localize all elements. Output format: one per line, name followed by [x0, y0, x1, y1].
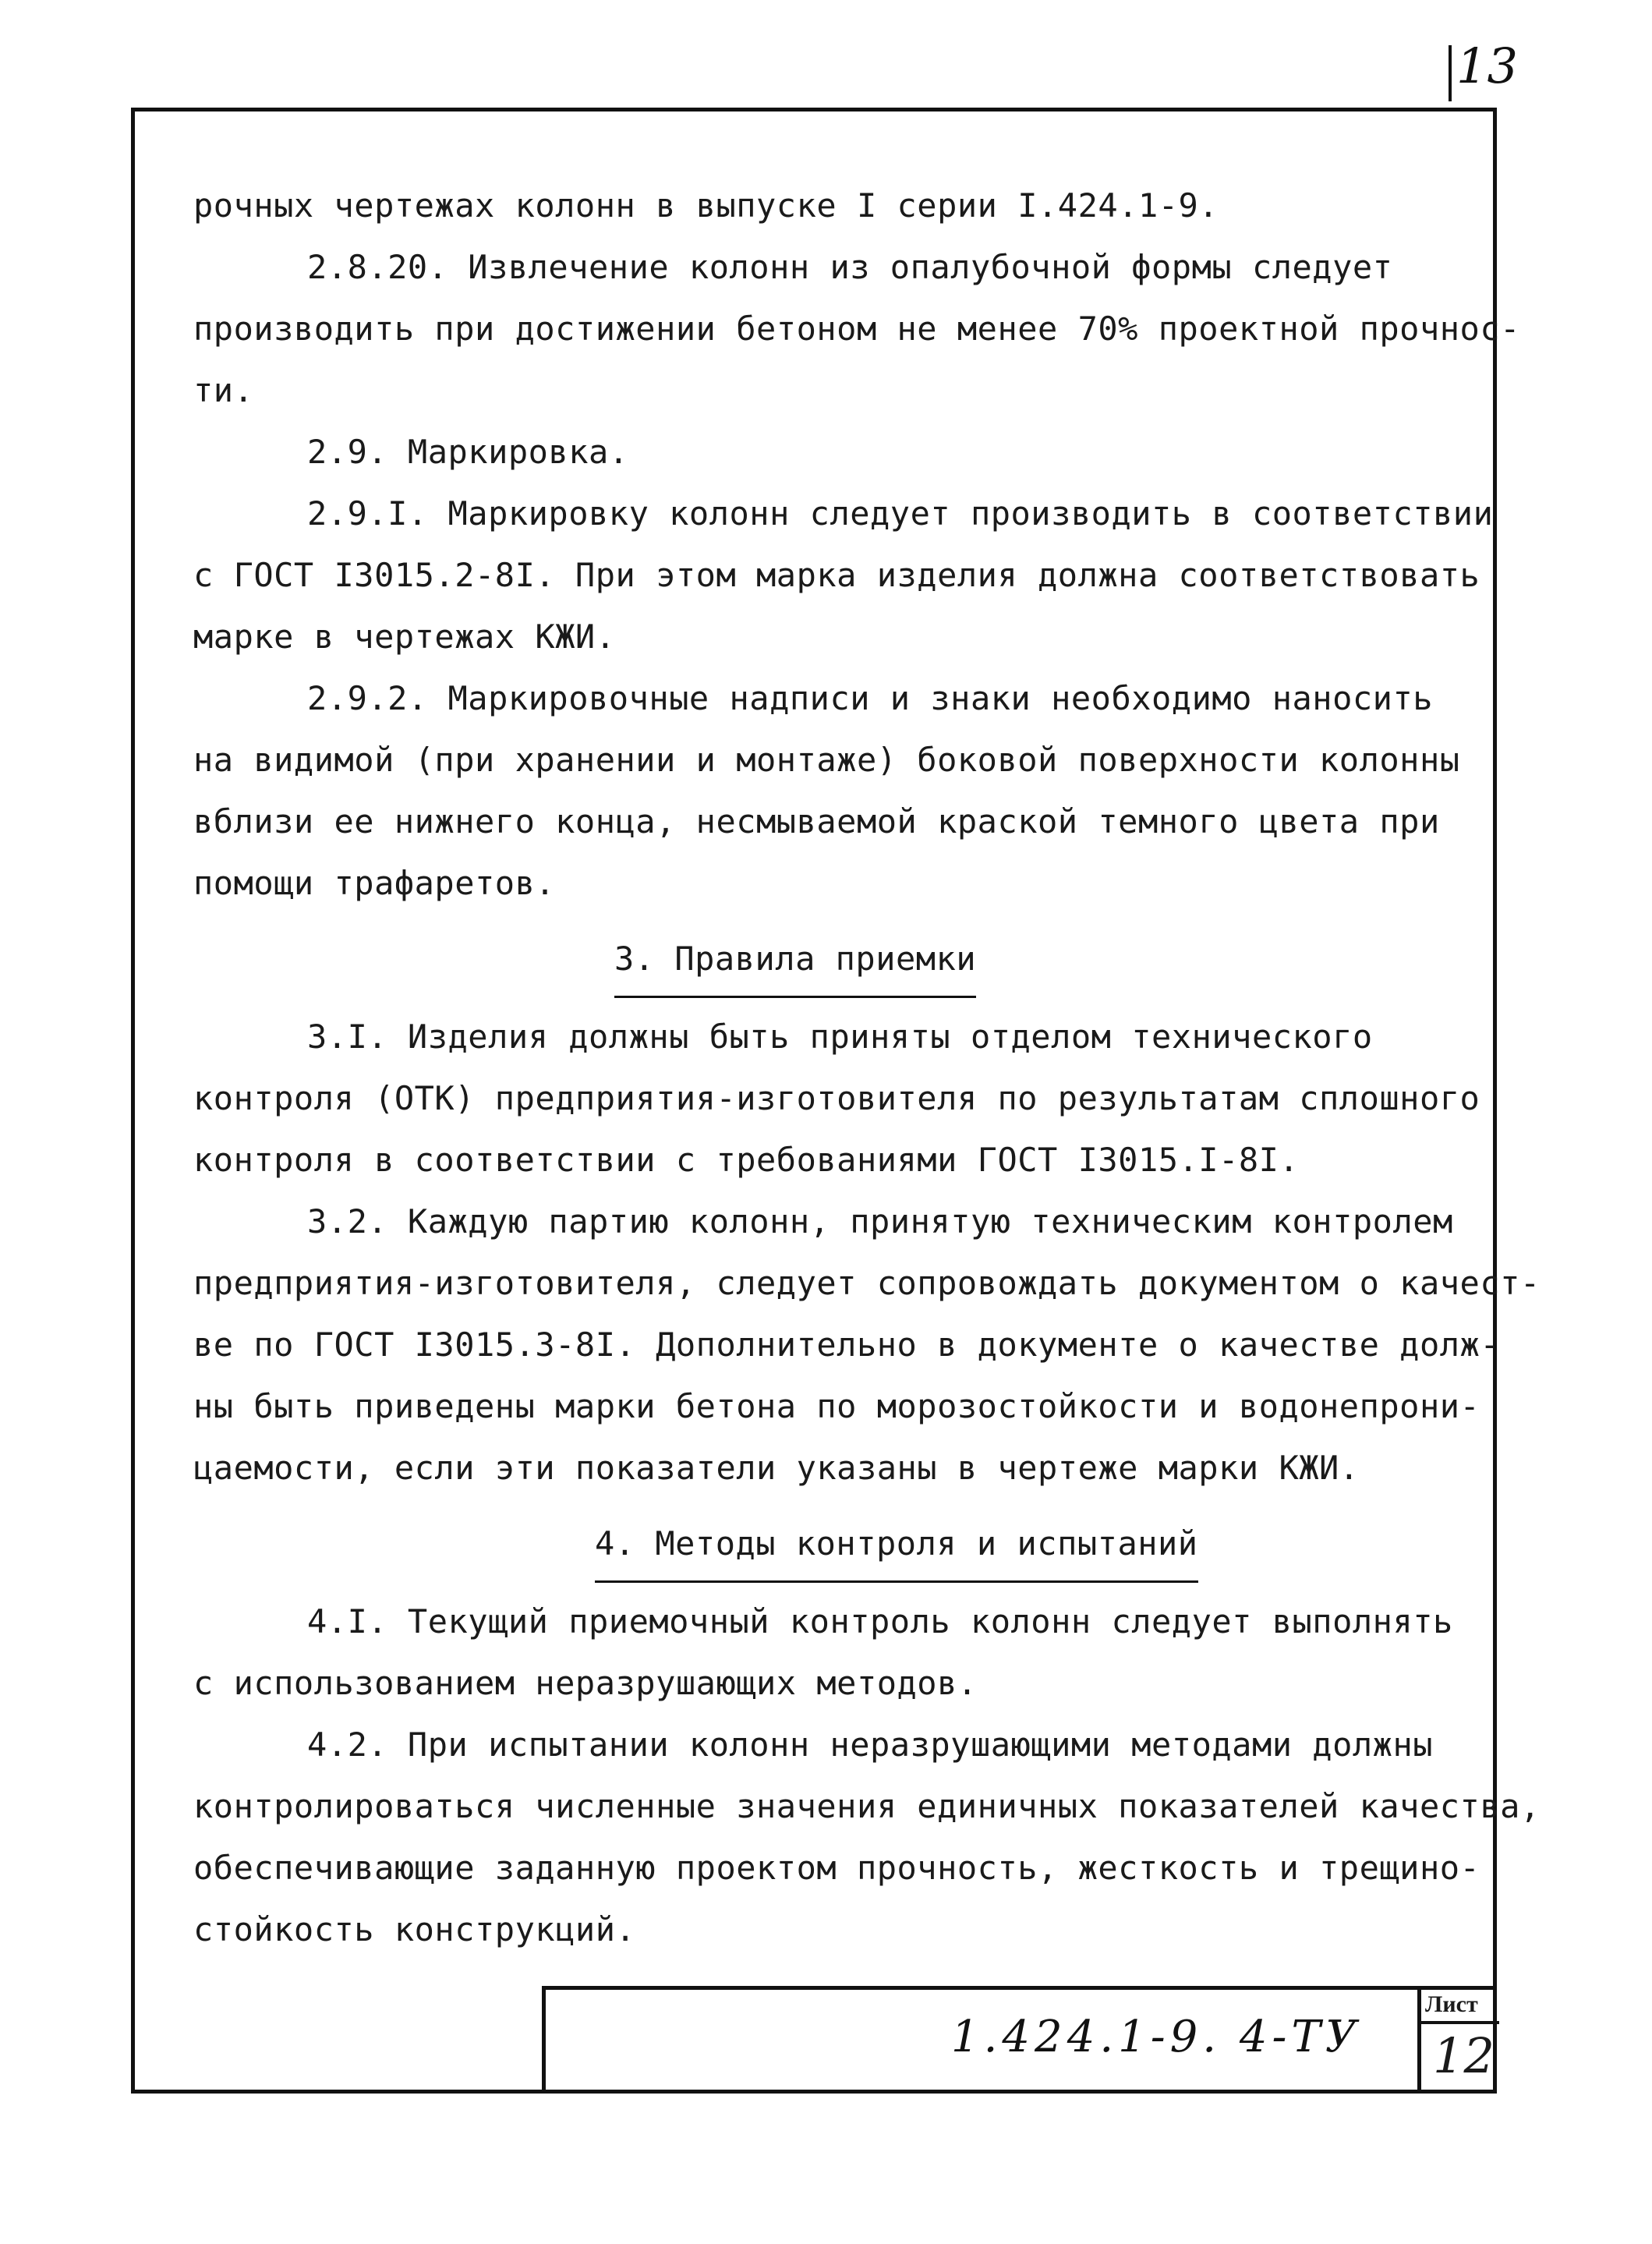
- document-body: [193, 175, 1541, 1960]
- sheet-label: Лист: [1425, 1991, 1478, 2017]
- text-line: цаемости, если эти показатели указаны в чертеже марки КЖИ.: [193, 1449, 1360, 1487]
- text-line: контроля (ОТК) предприятия-изготовителя по результатам сплошного: [193, 1079, 1480, 1117]
- title-block-stamp: [542, 1986, 1497, 2094]
- text-line: стойкость конструкций.: [193, 1910, 636, 1948]
- paragraph: [193, 1006, 1488, 1191]
- text-line: марке в чертежах КЖИ.: [193, 618, 616, 656]
- paragraph: [193, 421, 1488, 483]
- paragraph: [193, 175, 1488, 236]
- text-line: на видимой (при хранении и монтаже) боковой поверхности колонны: [193, 741, 1460, 779]
- text-line: 2.9. Маркировка.: [307, 433, 629, 471]
- sheet-number: 12: [1433, 2027, 1495, 2084]
- text-line: предприятия-изготовителя, следует сопровождать документом о качест-: [193, 1264, 1541, 1302]
- text-line: помощи трафаретов.: [193, 864, 556, 902]
- text-line: 2.9.2. Маркировочные надписи и знаки необходимо наносить: [307, 679, 1434, 717]
- text-line: рочных чертежах колонн в выпуске I серии I.424.1-9.: [193, 186, 1219, 225]
- text-line: обеспечивающие заданную проектом прочность, жесткость и трещино-: [193, 1849, 1480, 1887]
- text-line: ве по ГОСТ I3015.3-8I. Дополнительно в документе о качестве долж-: [193, 1326, 1501, 1364]
- paragraph: [193, 483, 1494, 667]
- page-number: 13: [1456, 37, 1518, 94]
- section-heading-row: [193, 1499, 1488, 1591]
- text-line: контроля в соответствии с требованиями ГОСТ I3015.I-8I.: [193, 1141, 1300, 1179]
- text-line: ти.: [193, 371, 254, 409]
- paragraph: [193, 1714, 1541, 1960]
- paragraph: [193, 1191, 1541, 1499]
- text-line: 4.2. При испытании колонн неразрушающими методами должны: [307, 1725, 1434, 1764]
- page-number-tick: [1449, 45, 1452, 101]
- text-line: контролироваться численные значения единичных показателей качества,: [193, 1787, 1541, 1825]
- text-line: с использованием неразрушающих методов.: [193, 1664, 978, 1702]
- section-heading-row: [193, 914, 1488, 1006]
- document-code: 1.424.1-9. 4-ТУ: [951, 2012, 1362, 2062]
- stamp-divider: [1417, 1990, 1421, 2094]
- text-line: вблизи ее нижнего конца, несмываемой краской темного цвета при: [193, 802, 1440, 841]
- section-4-heading: 4. Методы контроля и испытаний: [595, 1513, 1198, 1583]
- paragraph: [193, 1591, 1488, 1714]
- text-line: с ГОСТ I3015.2-8I. При этом марка изделия должна соответствовать: [193, 556, 1480, 594]
- paragraph: [193, 667, 1488, 914]
- text-line: 4.I. Текущий приемочный контроль колонн следует выполнять: [307, 1602, 1453, 1641]
- section-3-heading: 3. Правила приемки: [614, 928, 976, 998]
- text-line: 2.8.20. Извлечение колонн из опалубочной формы следует: [307, 248, 1393, 286]
- text-line: 3.I. Изделия должны быть приняты отделом технического: [307, 1018, 1373, 1056]
- paragraph: [193, 236, 1520, 421]
- text-line: 3.2. Каждую партию колонн, принятую техническим контролем: [307, 1202, 1453, 1241]
- text-line: ны быть приведены марки бетона по морозостойкости и водонепрони-: [193, 1387, 1480, 1425]
- stamp-divider: [1421, 2021, 1499, 2024]
- text-line: 2.9.I. Маркировку колонн следует производить в соответствии: [307, 494, 1494, 533]
- text-line: производить при достижении бетоном не менее 70% проектной прочнос-: [193, 310, 1520, 348]
